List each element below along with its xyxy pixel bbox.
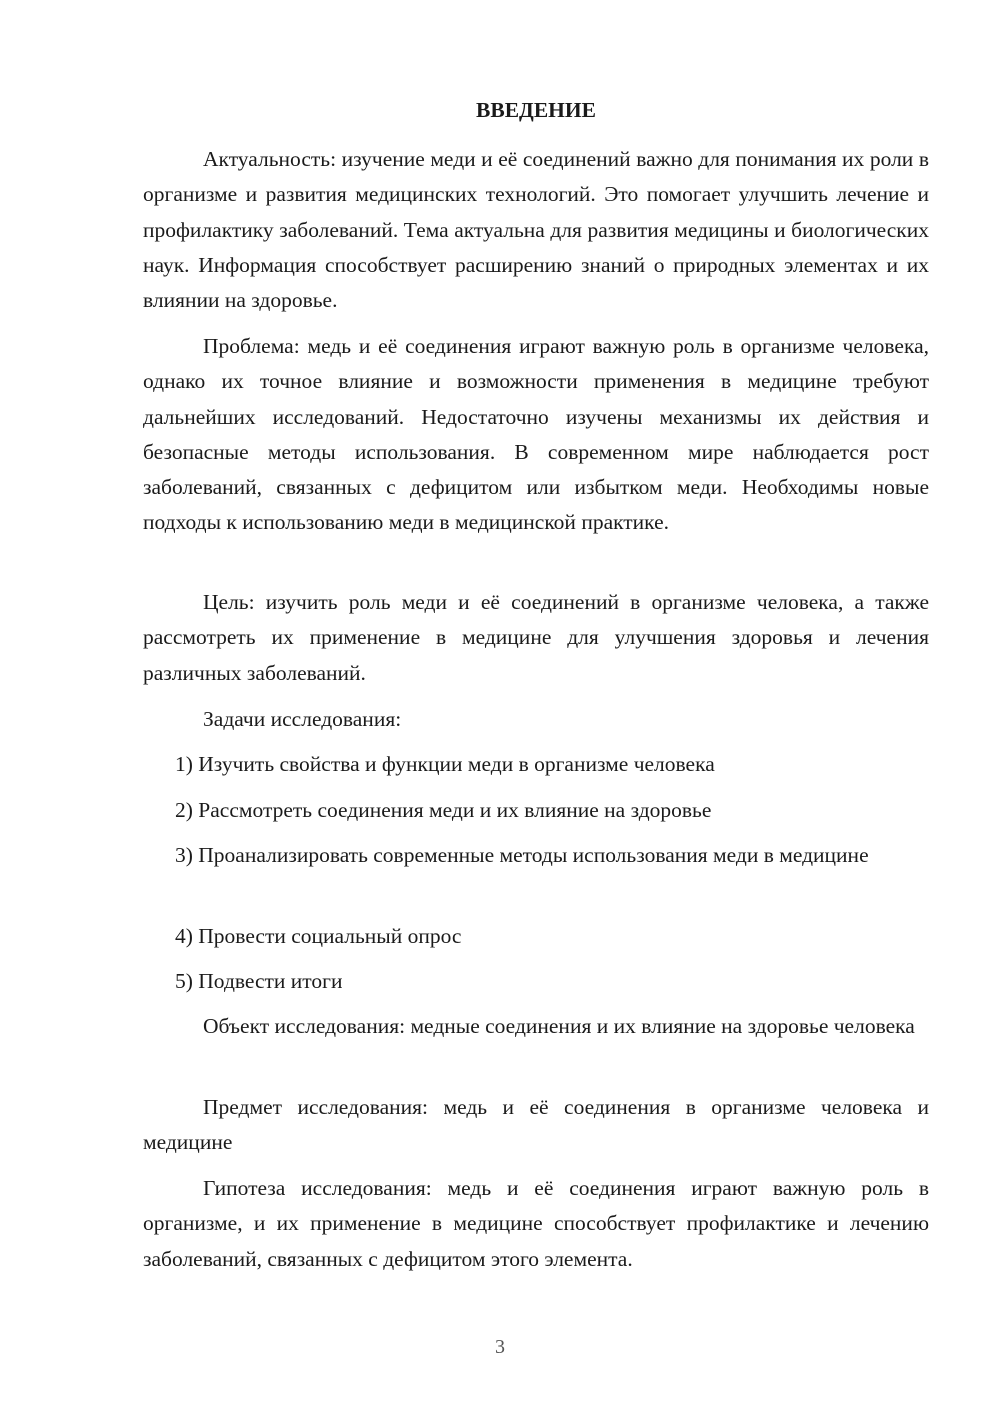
paragraph-object: Объект исследования: медные соединения и их влияние на здоровье человека xyxy=(203,1014,915,1038)
page-number: 3 xyxy=(495,1336,505,1358)
paragraph-relevance: Актуальность: изучение меди и её соединений важно для понимания их роли в организме и развития медицинских технологий. Это помогает улучшить лечение и профилактику заболеваний. Тема актуальна для развития медицины и биологических наук. Информация способствует расширению знаний о природных элементах и их влиянии на здоровье. xyxy=(143,147,929,313)
paragraph-hypothesis: Гипотеза исследования: медь и её соединения играют важную роль в организме, и их применение в медицине способствует профилактике и лечению заболеваний, связанных с дефицитом этого элемента. xyxy=(143,1176,929,1271)
paragraph-problem: Проблема: медь и её соединения играют важную роль в организме человека, однако их точное влияние и возможности применения в медицине требуют дальнейших исследований. Недостаточно изучены механизмы их действия и безопасные методы использования. В современном мире наблюдается рост заболеваний, связанных с дефицитом или избытком меди. Необходимы новые подходы к использованию меди в медицинской практике. xyxy=(143,334,929,535)
section-title: ВВЕДЕНИЕ xyxy=(476,98,596,122)
task-item-3: 3) Проанализировать современные методы использования меди в медицине xyxy=(175,843,869,867)
tasks-heading: Задачи исследования: xyxy=(203,707,402,731)
task-item-1: 1) Изучить свойства и функции меди в организме человека xyxy=(175,752,715,776)
task-item-4: 4) Провести социальный опрос xyxy=(175,924,462,948)
task-item-5: 5) Подвести итоги xyxy=(175,969,343,993)
paragraph-subject: Предмет исследования: медь и её соединения в организме человека и медицине xyxy=(143,1095,929,1155)
task-item-2: 2) Рассмотреть соединения меди и их влияние на здоровье xyxy=(175,798,712,822)
paragraph-goal: Цель: изучить роль меди и её соединений в организме человека, а также рассмотреть их применение в медицине для улучшения здоровья и лечения различных заболеваний. xyxy=(143,590,929,685)
